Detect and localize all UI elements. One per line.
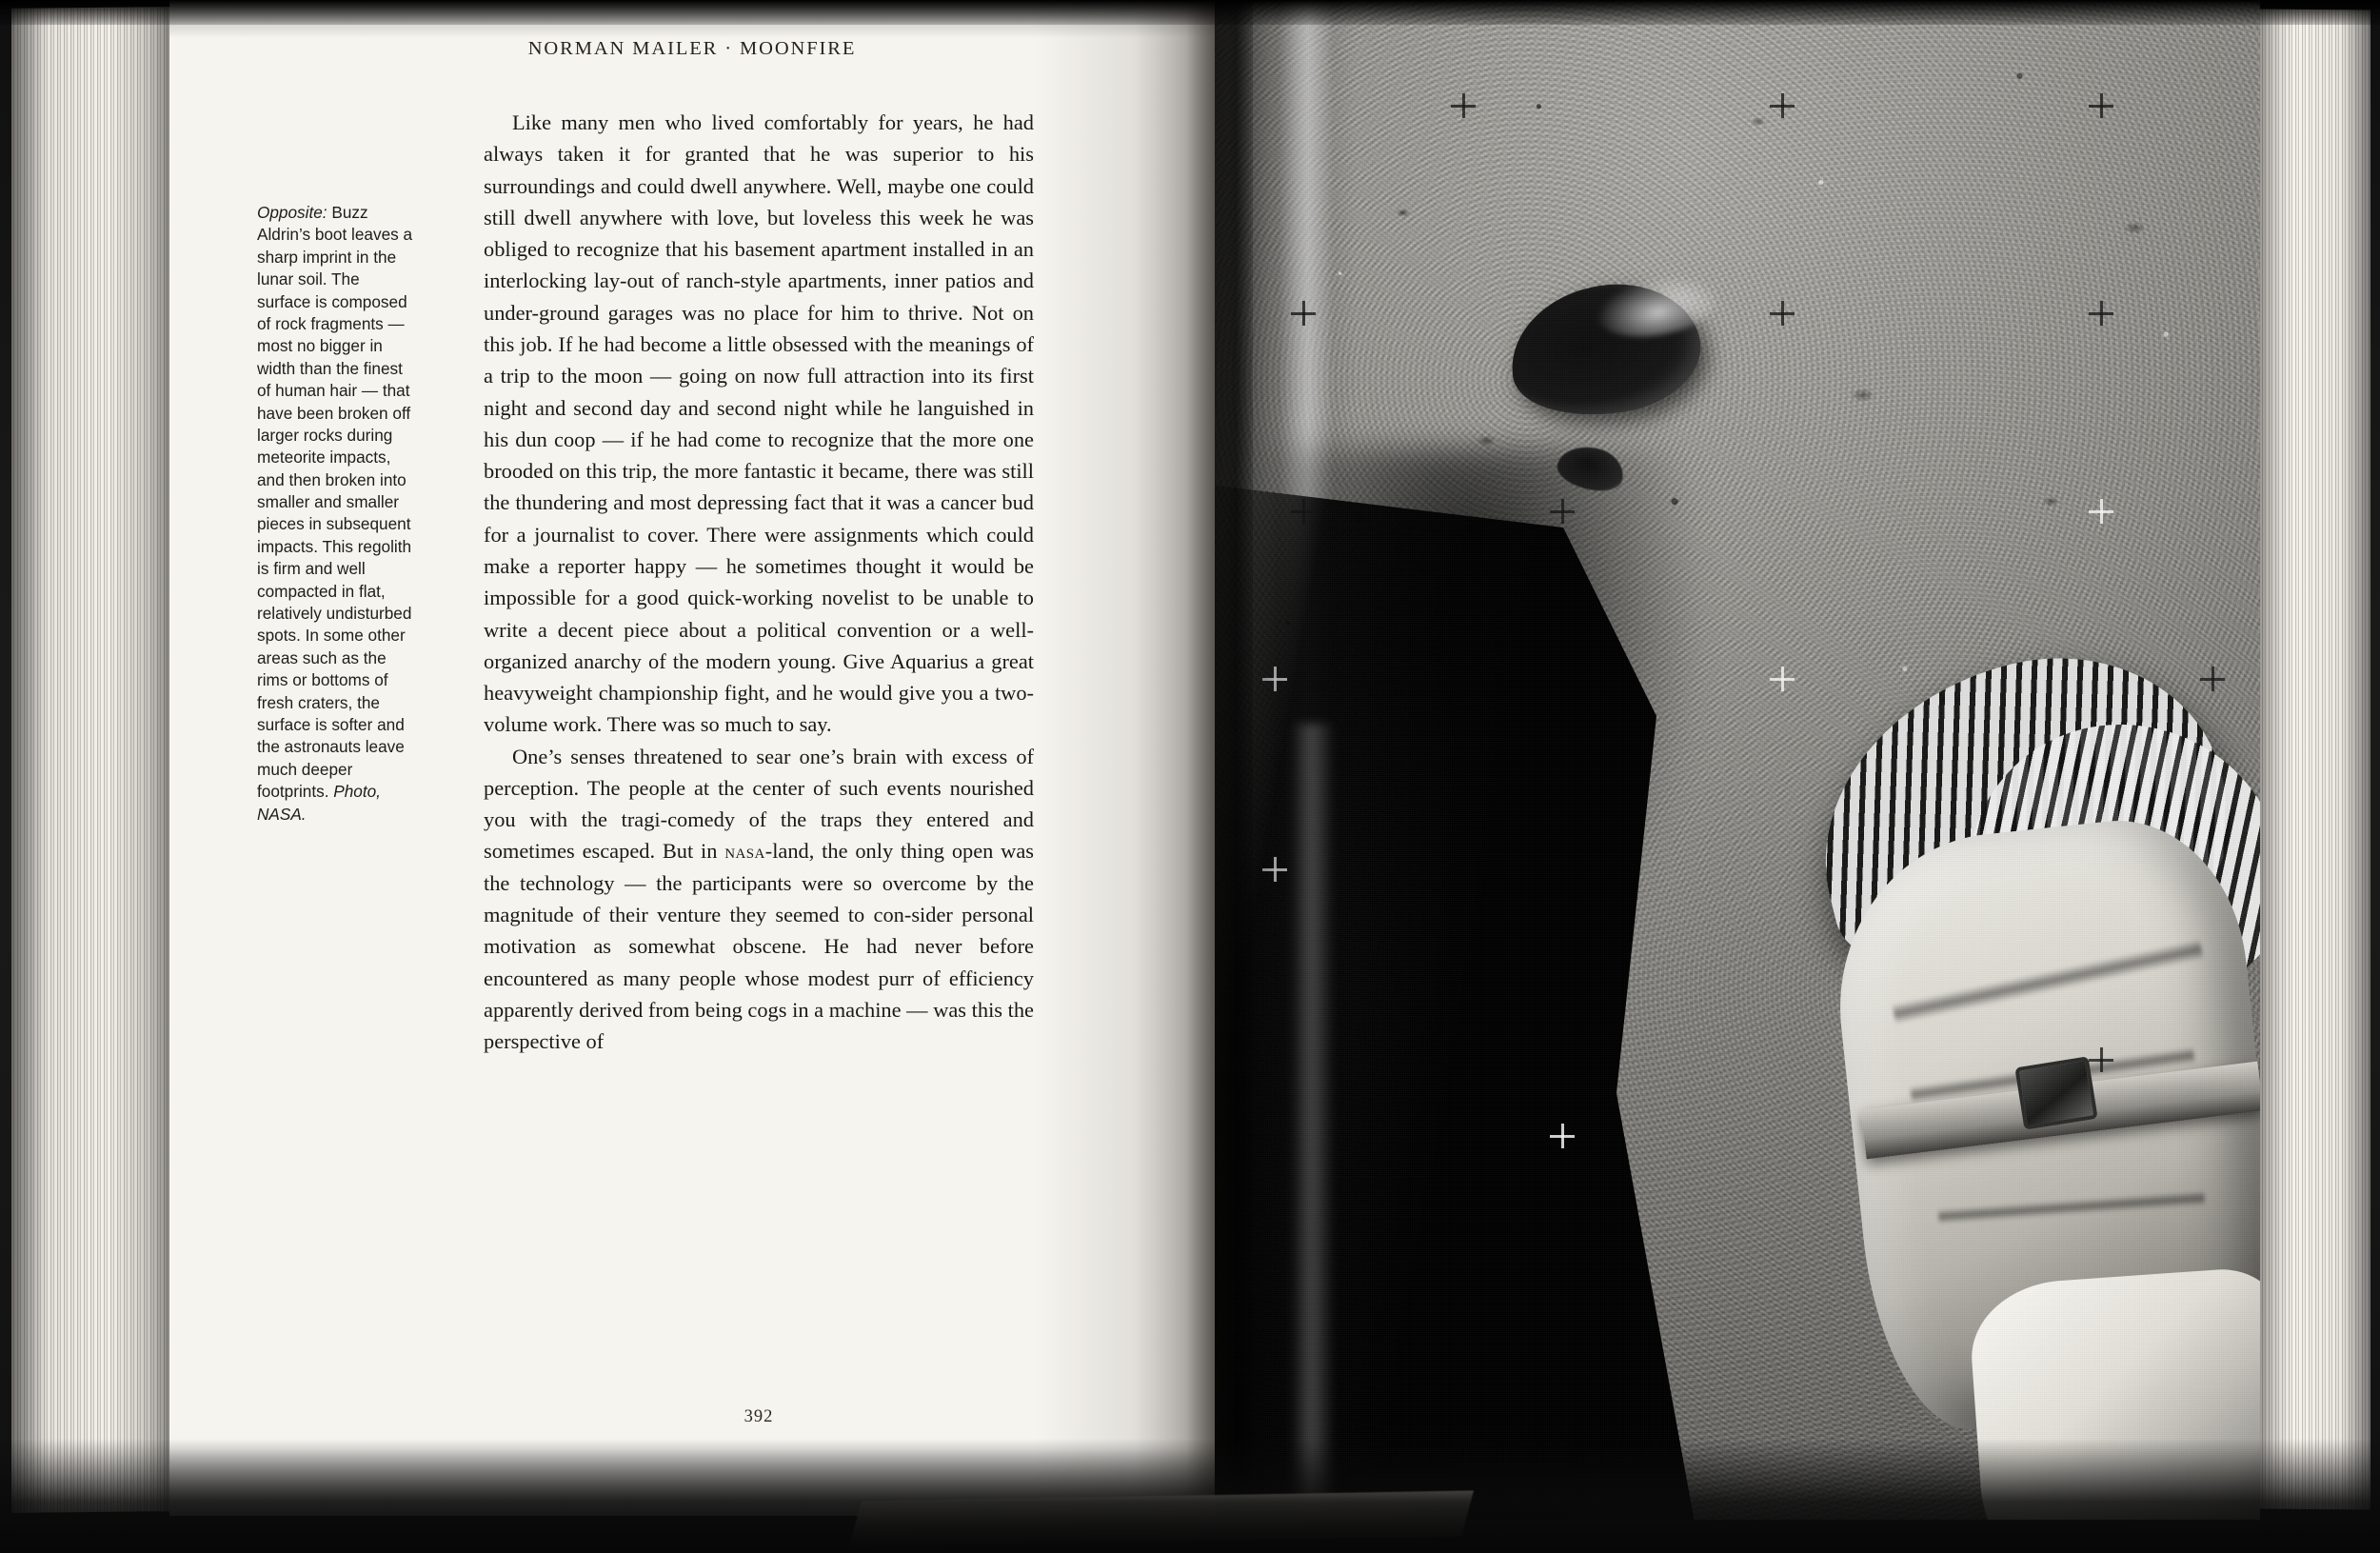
reseau-cross-icon <box>2089 301 2113 326</box>
reseau-cross-icon <box>1262 857 1287 882</box>
reseau-cross-icon <box>1291 301 1316 326</box>
paragraph-2-part-1: One’s senses threatened to sear one’s brain with excess of perception. The people at the center of such events nourished you with the tragi-comedy of the traps they entered and sometimes escaped. But in <box>484 744 1034 864</box>
reseau-cross-icon <box>1291 499 1316 524</box>
caption-lead: Opposite: <box>257 203 327 222</box>
right-page-photo <box>1215 0 2260 1520</box>
left-page <box>169 0 1215 1516</box>
running-head: NORMAN MAILER · MOONFIRE <box>527 38 857 59</box>
figure-caption <box>257 202 417 826</box>
astronaut-lunar-boot <box>1748 667 2260 1520</box>
paragraph-2 <box>484 741 1034 1058</box>
folio-page-number: 392 <box>744 1407 774 1426</box>
page-edges-right <box>2256 9 2370 1509</box>
caption-credit: Photo, NASA. <box>257 782 381 824</box>
reseau-cross-icon <box>2089 499 2113 524</box>
shadow-edge-streak <box>1291 724 1335 1520</box>
reseau-cross-icon <box>1451 93 1476 118</box>
reseau-cross-icon <box>2200 667 2225 691</box>
left-page-gutter-shading <box>1034 0 1215 1516</box>
paragraph-1: Like many men who lived comfortably for years, he had always taken it for granted that he was superior to his surroundings and could dwell anywhere. Well, maybe one could still dwell anywhere with love, but loveless this week he was obliged to recognize that his basement apartment installed in an interlocking lay-out of ranch-style apartments, inner patios and under-ground garages was no place for him to thrive. Not on this job. If he had become a little obsessed with the meanings of a trip to the moon — going on now full attraction into its first night and second day and second night while he languished in his dun coop — if he had come to recognize that the more one brooded on this trip, the more fantastic it became, there was still the thundering and most depressing fact that it was a cancer bud for a journalist to cover. There were assignments which could make a reporter happy — he sometimes thought it would be impossible for a good quick-working novelist to be unable to write a decent piece about a political convention or a well-organized anarchy of the modern young. Give Aquarius a great heavyweight championship fight, and he would give you a two-volume work. There was so much to say. <box>484 110 1034 737</box>
reseau-cross-icon <box>1770 667 1795 691</box>
reseau-cross-icon <box>1550 1124 1575 1148</box>
lunar-bootprint-photograph <box>1215 0 2260 1520</box>
top-dark-edge <box>0 0 2380 25</box>
reseau-cross-icon <box>1770 301 1795 326</box>
reseau-cross-icon <box>2089 1047 2113 1072</box>
smallcaps-nasa: nasa <box>724 840 765 864</box>
body-text-column <box>484 107 1034 1057</box>
reseau-cross-icon <box>1770 93 1795 118</box>
page-edges-left <box>11 7 173 1513</box>
table-shadow <box>0 1439 2380 1553</box>
reseau-cross-icon <box>1262 667 1287 691</box>
paragraph-2-part-2: -land, the only thing open was the technology — the participants were so overcome by the magnitude of their venture they seemed to con-sider personal motivation as somewhat obscene. He had never before encountered as many people whose modest purr of efficiency apparently derived from being cogs in a machine — was this the perspective of <box>484 839 1034 1054</box>
boot-buckle <box>2014 1056 2097 1129</box>
caption-body: Buzz Aldrin’s boot leaves a sharp imprint in the lunar soil. The surface is composed of rock fragments — most no bigger in width than the finest of human hair — that have been broken off larger rocks during meteorite impacts, and then broken into smaller and smaller pieces in subsequent impacts. This regolith is firm and well compacted in flat, relatively undisturbed spots. In some other areas such as the rims or bottoms of fresh craters, the surface is softer and the astronauts leave much deeper footprints. <box>257 203 413 802</box>
reseau-cross-icon <box>1550 499 1575 524</box>
reseau-cross-icon <box>2089 93 2113 118</box>
